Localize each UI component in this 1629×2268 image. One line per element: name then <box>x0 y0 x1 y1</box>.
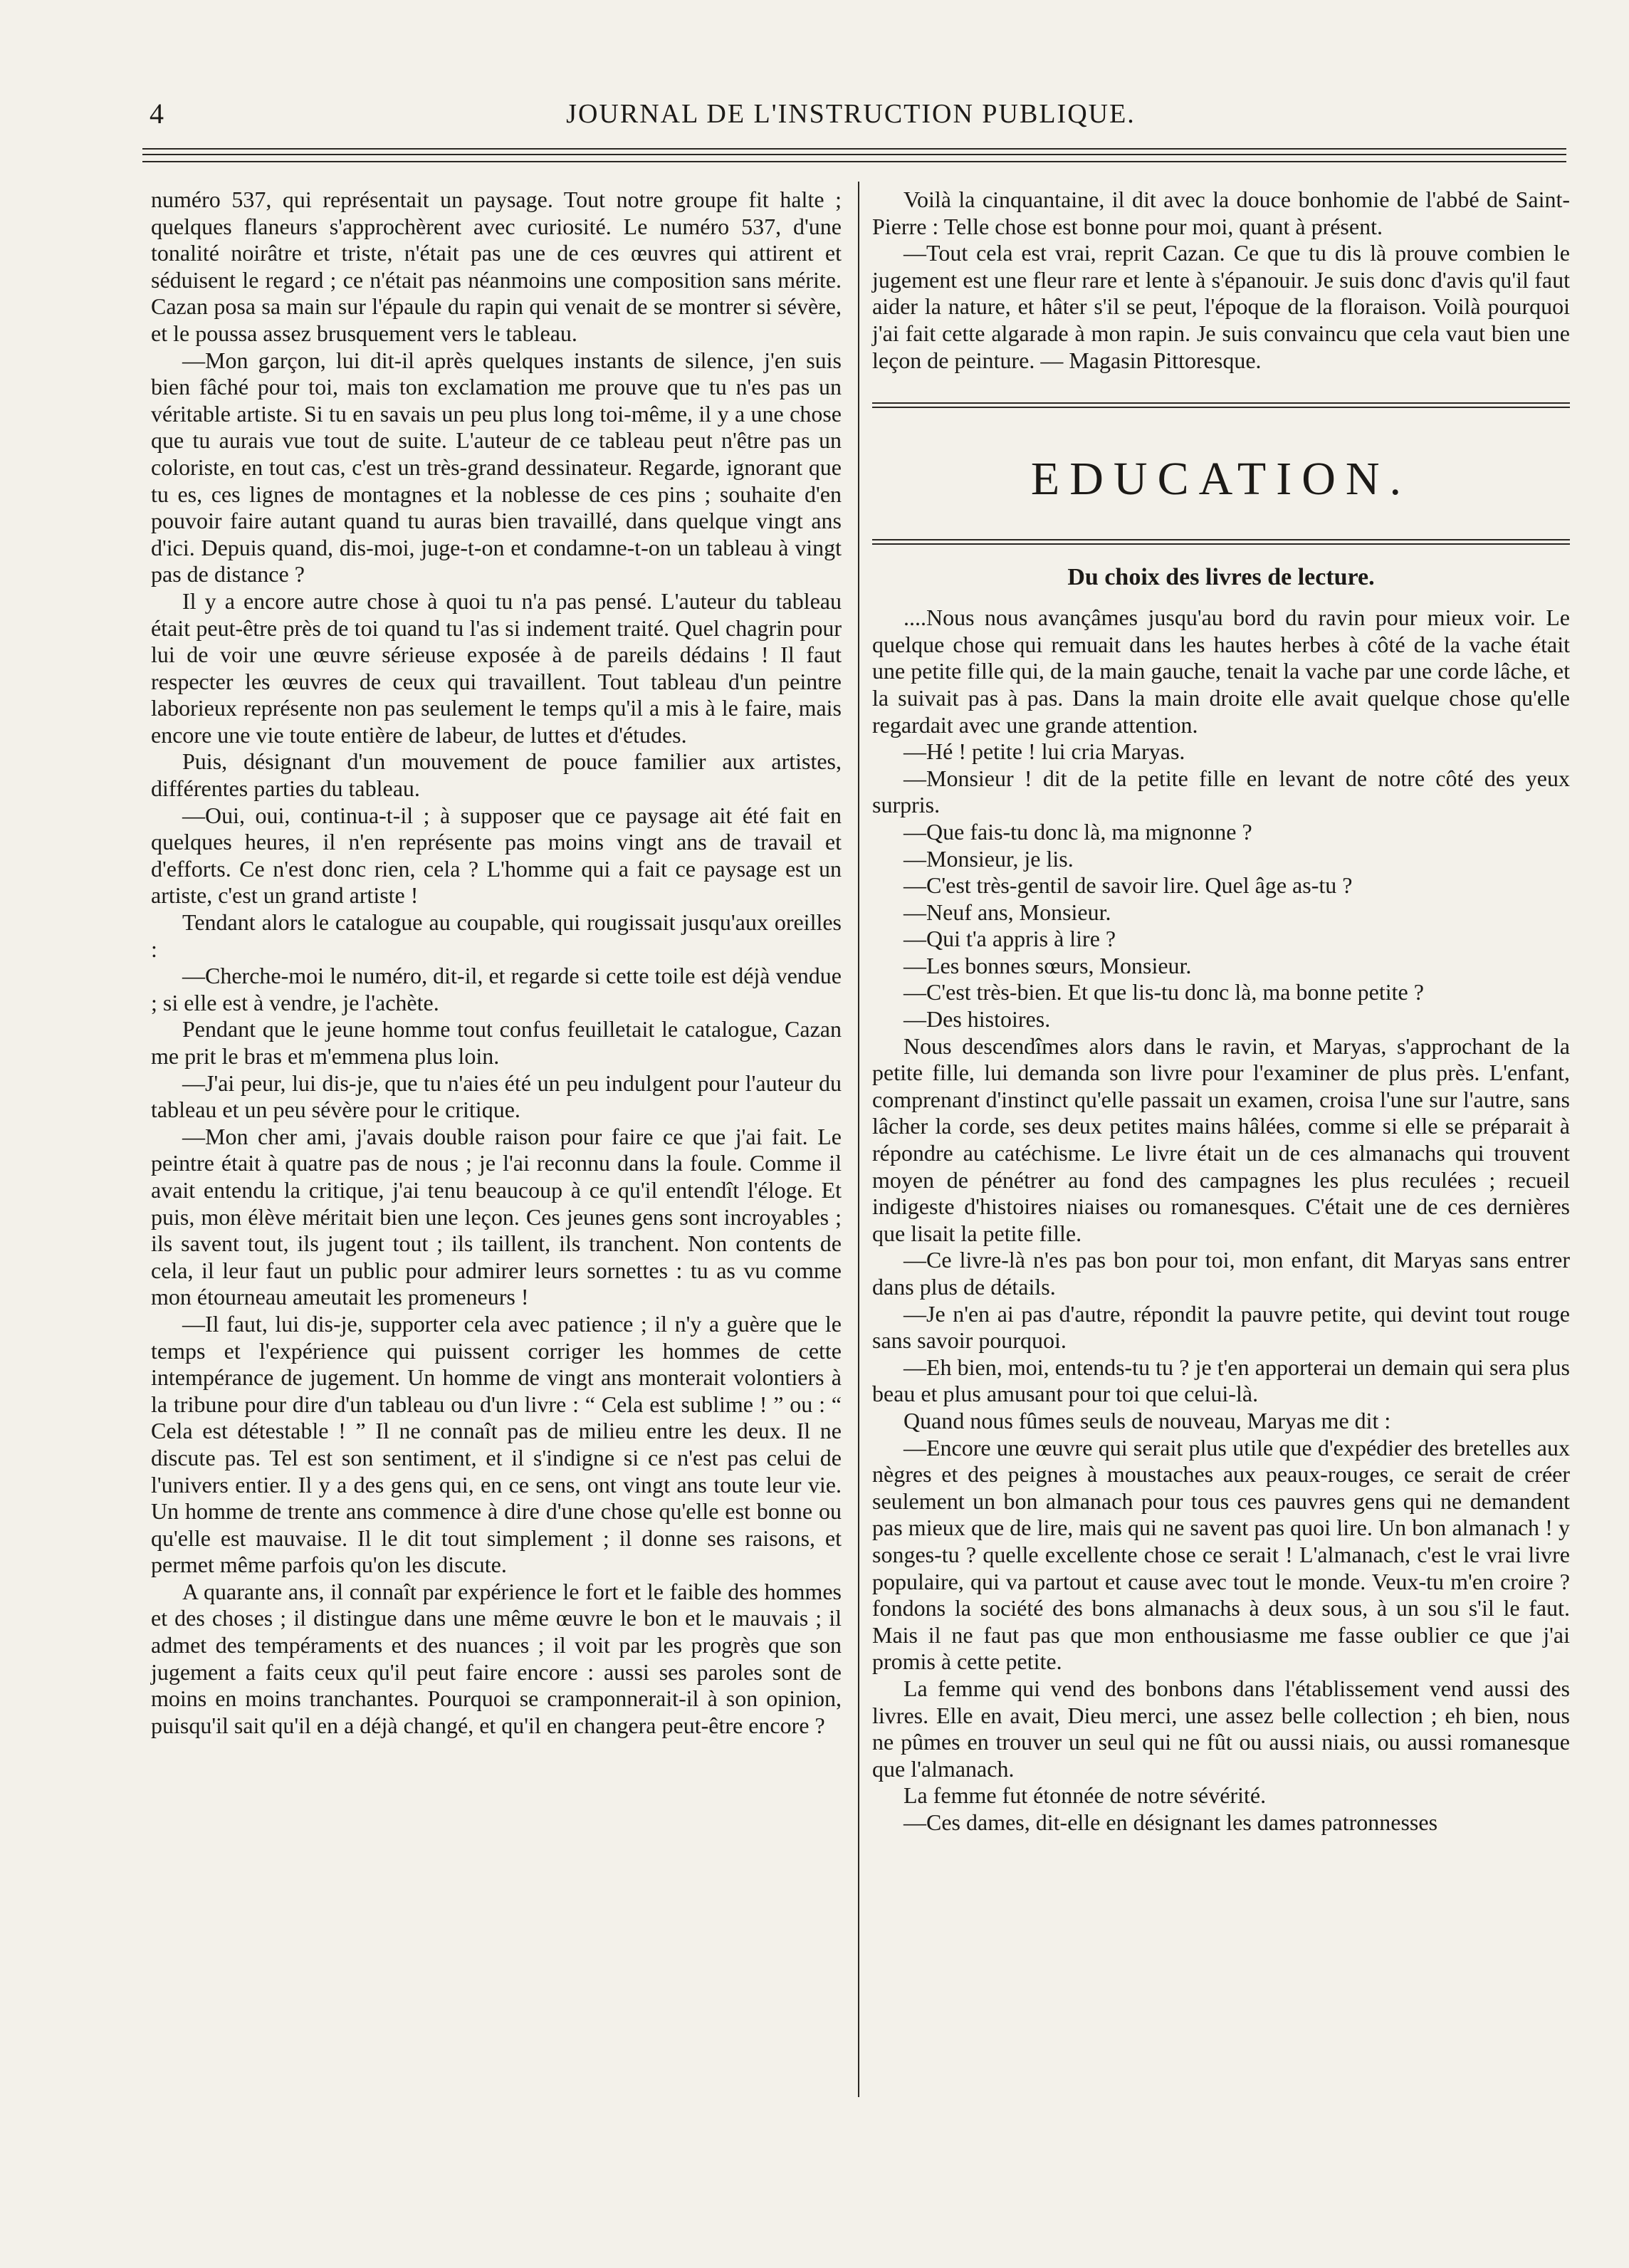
paragraph: Il y a encore autre chose à quoi tu n'a pas pensé. L'auteur du tableau était peut-être près de toi quand tu l'as si indement traité. Quel chagrin pour lui de voir une œuvre sérieuse exposée à de pareils dédains ! Il faut respecter les œuvres de ceux qui travaillent. Tout tableau d'un peintre laborieux représente non pas seulement le temps qu'il a mis à le faire, mais encore une vie toute entière de labeur, de luttes et d'études. <box>151 587 842 748</box>
paragraph: —Cherche-moi le numéro, dit-il, et regarde si cette toile est déjà vendue ; si elle est à vendre, je l'achète. <box>151 963 842 1015</box>
paragraph: Puis, désignant d'un mouvement de pouce familier aux artistes, différentes parties du tableau. <box>151 748 842 802</box>
paragraph: —Des histoires. <box>903 1006 1051 1033</box>
section-rule-top <box>872 402 1570 408</box>
paragraph: Tendant alors le catalogue au coupable, qui rougissait jusqu'aux oreilles : <box>151 909 842 962</box>
header-rule-top <box>142 148 1566 150</box>
paragraph: ....Nous nous avançâmes jusqu'au bord du ravin pour mieux voir. Le quelque chose qui remuait dans les hautes herbes à côté de la vache était une petite fille qui, de la main gauche, tenait la vache par une corde lâche, et la suivait pas à pas. Dans la main droite elle avait quelque chose qu'elle regardait avec une grande attention. <box>872 605 1570 738</box>
header-rule-mid <box>142 154 1566 155</box>
column-divider <box>858 182 859 2097</box>
page-header <box>142 93 1559 135</box>
paragraph: La femme fut étonnée de notre sévérité. <box>903 1782 1267 1809</box>
page-number: 4 <box>150 98 164 130</box>
header-rule-bottom <box>142 161 1566 162</box>
paragraph: —C'est très-bien. Et que lis-tu donc là, ma bonne petite ? <box>903 979 1424 1005</box>
paragraph: —Les bonnes sœurs, Monsieur. <box>903 952 1192 978</box>
paragraph: —Monsieur ! dit de la petite fille en levant de notre côté des yeux surpris. <box>872 765 1570 818</box>
paragraph: —Neuf ans, Monsieur. <box>903 899 1111 925</box>
paragraph: —Oui, oui, continua-t-il ; à supposer que ce paysage ait été fait en quelques heures, il n'en représente pas moins vingt ans de travail et d'efforts. Ce n'est donc rien, cela ? L'homme qui a fait ce paysage est un artiste, c'est un grand artiste ! <box>151 802 842 909</box>
section-heading: EDUCATION. <box>1030 453 1412 506</box>
paragraph: —Mon garçon, lui dit-il après quelques instants de silence, j'en suis bien fâché pour toi, mais ton exclamation me prouve que tu n'es pas un véritable artiste. Si tu en savais un peu plus long toi-même, il y a une chose que tu aurais vue tout de suite. L'auteur de ce tableau peut n'être pas un coloriste, en tout cas, c'est un très-grand dessinateur. Regarde, ignorant que tu es, ces lignes de montagnes et la noblesse de ces pins ; souhaite d'en pouvoir faire autant quand tu auras bien travaillé, dans quelque vingt ans d'ici. Depuis quand, dis-moi, juge-t-on et condamne-t-on un tableau à vingt pas de distance ? <box>151 347 842 587</box>
paragraph: —Encore une œuvre qui serait plus utile que d'expédier des bretelles aux nègres et des peignes à moustaches aux peaux-rouges, ce serait de créer seulement un bon almanach pour tous ces pauvres gens qui ne demandent pas mieux que de lire, mais qui ne savent pas quoi lire. Un bon almanach ! y songes-tu ? quelle excellente chose ce serait ! L'almanach, c'est le vrai livre populaire, qui va partout et cause avec tout le monde. Veux-tu m'en croire ? fondons la société des bons almanachs à deux sous, à un sou s'il le faut. Mais il ne faut pas que mon enthousiasme me fasse oublier ce que j'ai promis à cette petite. <box>872 1434 1570 1675</box>
article-title: Du choix des livres de lecture. <box>1067 564 1375 591</box>
paragraph: —Que fais-tu donc là, ma mignonne ? <box>903 818 1252 845</box>
paragraph: numéro 537, qui représentait un paysage. Tout notre groupe fit halte ; quelques flaneurs s'approchèrent avec curiosité. Le numéro 537, d'une tonalité noirâtre et triste, n'était pas une de ces œuvres qui attirent et séduisent le regard ; ce n'était pas néanmoins une composition sans mérite. Cazan posa sa main sur l'épaule du rapin qui venait de se montrer si sévère, et le poussa assez brusquement vers le tableau. <box>151 187 842 346</box>
paragraph: —Ces dames, dit-elle en désignant les dames patronnesses <box>903 1809 1438 1835</box>
paragraph: La femme qui vend des bonbons dans l'établissement vend aussi des livres. Elle en avait, Dieu merci, une assez belle collection ; eh bien, nous ne pûmes en trouver un seul qui ne fût ou aussi niais, ou aussi romanesque que l'almanach. <box>872 1675 1570 1782</box>
paragraph: —Mon cher ami, j'avais double raison pour faire ce que j'ai fait. Le peintre était à quatre pas de nous ; je l'ai reconnu dans la foule. Comme il avait entendu la critique, j'ai tenu beaucoup à ce qu'il entendît l'éloge. Et puis, mon élève méritait bien une leçon. Ces jeunes gens sont incroyables ; ils savent tout, ils jugent tout ; ils taillent, ils tranchent. Non contents de cela, il leur faut un public pour admirer leurs sornettes : tu as vu comme mon étourneau ameutait les promeneurs ! <box>151 1123 842 1310</box>
paragraph: —Hé ! petite ! lui cria Maryas. <box>903 738 1185 765</box>
section-rule-bottom <box>872 539 1570 545</box>
paragraph: —Il faut, lui dis-je, supporter cela avec patience ; il n'y a guère que le temps et l'expérience qui puissent corriger les hommes de cette intempérance de jugement. Un homme de vingt ans monterait volontiers à la tribune pour dire d'un tableau ou d'un livre : “ Cela est sublime ! ” ou : “ Cela est détestable ! ” Il ne connaît pas de milieu entre les deux. Il ne discute pas. Tel est son sentiment, et il s'indigne si ce n'est pas celui de l'univers entier. Il y a des gens qui, en ce sens, ont vingt ans toute leur vie. Un homme de trente ans commence à dire d'une chose qu'elle est bonne ou qu'elle est mauvaise. Il le dit tout simplement ; il donne ses raisons, et permet même parfois qu'on les discute. <box>151 1310 842 1578</box>
paragraph: —Eh bien, moi, entends-tu tu ? je t'en apporterai un demain qui sera plus beau et plus amusant pour toi que celui-là. <box>872 1354 1570 1407</box>
paragraph: —Ce livre-là n'es pas bon pour toi, mon enfant, dit Maryas sans entrer dans plus de détails. <box>872 1247 1570 1300</box>
paragraph: A quarante ans, il connaît par expérience le fort et le faible des hommes et des choses ; il distingue dans une même œuvre le bon et le mauvais ; il admet des tempéraments et des nuances ; il voit par les progrès que son jugement a faits ceux qu'il peut faire encore : aussi ses paroles sont de moins en moins tranchantes. Pourquoi se cramponnerait-il à son opinion, puisqu'il sait qu'il en a déjà changé, et qu'il en changera peut-être encore ? <box>151 1578 842 1738</box>
running-title: JOURNAL DE L'INSTRUCTION PUBLIQUE. <box>566 99 1136 129</box>
paragraph: —Tout cela est vrai, reprit Cazan. Ce que tu dis là prouve combien le jugement est une fleur rare et lente à s'épanouir. Je suis donc d'avis qu'il faut aider la nature, et hâter s'il se peut, l'époque de la floraison. Voilà pourquoi j'ai fait cette algarade à mon rapin. Je suis convaincu que cela vaut bien une leçon de peinture. — Magasin Pittoresque. <box>872 240 1570 373</box>
paragraph: Voilà la cinquantaine, il dit avec la douce bonhomie de l'abbé de Saint-Pierre : Telle chose est bonne pour moi, quant à présent. <box>872 187 1570 239</box>
paragraph: —Monsieur, je lis. <box>903 845 1074 872</box>
paragraph: Pendant que le jeune homme tout confus feuilletait le catalogue, Cazan me prit le bras et m'emmena plus loin. <box>151 1016 842 1069</box>
paragraph: —C'est très-gentil de savoir lire. Quel âge as-tu ? <box>903 872 1353 899</box>
paragraph: Quand nous fûmes seuls de nouveau, Maryas me dit : <box>903 1407 1391 1433</box>
paragraph: —Qui t'a appris à lire ? <box>903 926 1116 952</box>
right-column <box>872 187 1570 1836</box>
paragraph: —Je n'en ai pas d'autre, répondit la pauvre petite, qui devint tout rouge sans savoir pourquoi. <box>872 1300 1570 1354</box>
left-column <box>151 187 842 1739</box>
paragraph: Nous descendîmes alors dans le ravin, et Maryas, s'approchant de la petite fille, lui demanda son livre pour l'examiner de plus près. L'enfant, comprenant d'instinct qu'elle passait un examen, croisa l'une sur l'autre, sans lâcher la corde, ses deux petites mains hâlées, comme si elle se préparait à répondre au catéchisme. Le livre était un de ces almanachs qui trouvent moyen de pénétrer au fond des campagnes les plus reculées ; recueil indigeste d'histoires niaises ou romanesques. C'était une de ces dernières que lisait la petite fille. <box>872 1033 1570 1246</box>
paragraph: —J'ai peur, lui dis-je, que tu n'aies été un peu indulgent pour l'auteur du tableau et un peu sévère pour le critique. <box>151 1070 842 1123</box>
